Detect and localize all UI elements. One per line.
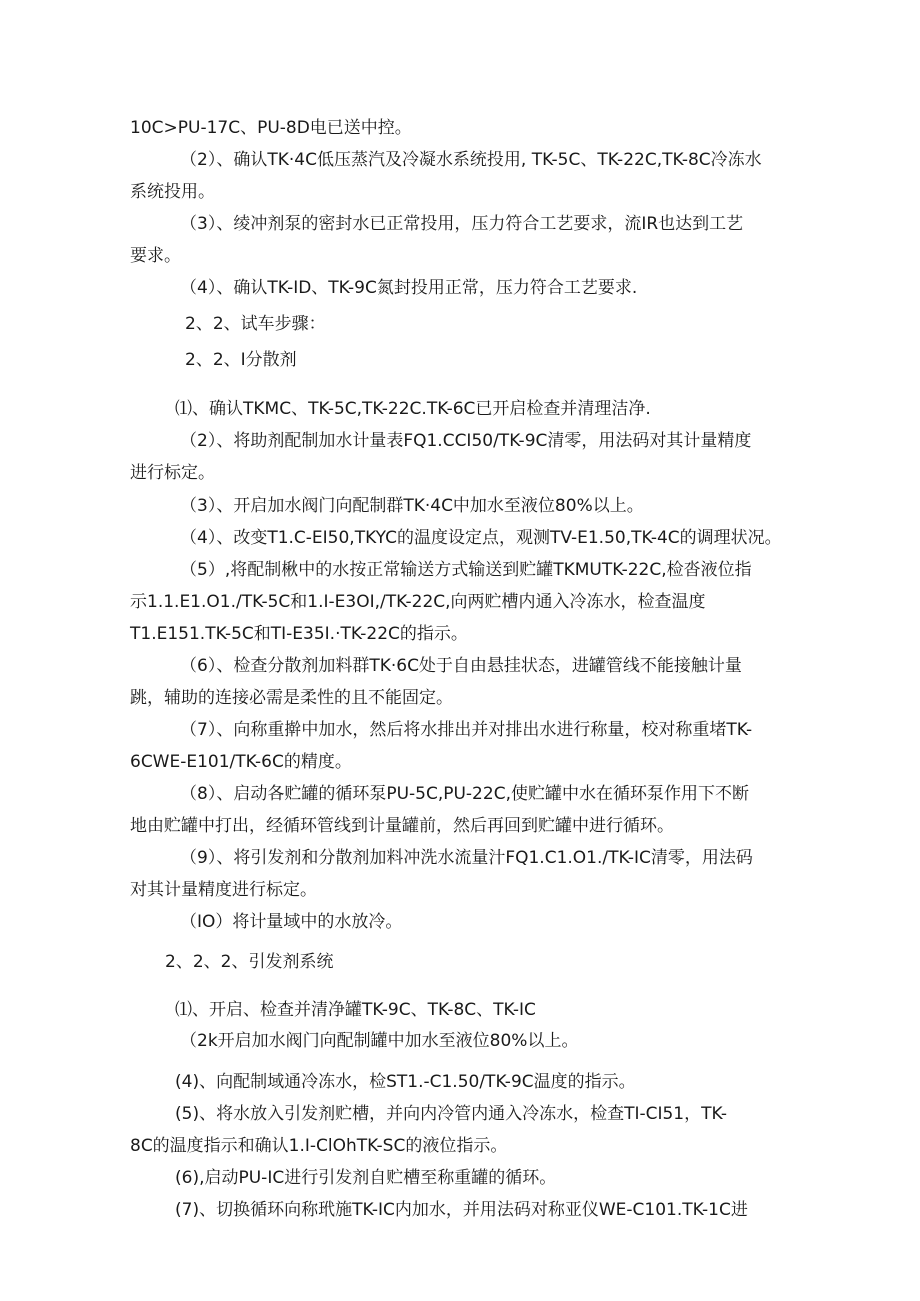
text-line: ⑴、确认TKMC、TK-5C,TK-22C.TK-6C已开启检查并清理洁净.: [175, 399, 651, 419]
text-line: （4）、确认TK-ID、TK-9C氮封投用正常，压力符合工艺要求.: [180, 278, 638, 298]
text-line: ⑴、开启、检查并清净罐TK-9C、TK-8C、TK-IC: [175, 1000, 536, 1020]
text-line: （2）、确认TK·4C低压蒸汽及冷凝水系统投用, TK-5C、TK-22C,TK-8C冷冻水: [180, 150, 762, 170]
text-line: （8）、启动各贮罐的循环泵PU-5C,PU-22C,使贮罐中水在循环泵作用下不断: [180, 784, 749, 804]
section-heading: 2、2、2、引发剂系统: [165, 952, 334, 972]
text-line: 8C的温度指示和确认1.I-ClOhTK-SC的液位指示。: [130, 1136, 508, 1156]
text-line: 6CWE-E101/TK-6C的精度。: [130, 752, 352, 772]
text-line: （3）、绫冲剂泵的密封水已正常投用，压力符合工艺要求，流IR也达到工艺: [180, 214, 744, 234]
text-line: （4）、改变T1.C-EI50,TKYC的温度设定点，观测TV-E1.50,TK-4C的调理状况。: [180, 528, 782, 548]
text-line: 示1.1.E1.O1./TK-5C和1.I-E3OI,/TK-22C,向两贮槽内通入冷冻水，检查温度: [130, 592, 706, 612]
text-line: （6）、检查分散剂加料群TK·6C处于自由悬挂状态，进罐管线不能接触计量: [180, 656, 742, 676]
text-line: (6),启动PU-IC进行引发剂自贮槽至称重罐的循环。: [175, 1168, 557, 1188]
text-line: (7)、切换循环向称玳施TK-IC内加水，并用法码对称亚仪WE-C101.TK-1C进: [175, 1200, 748, 1220]
text-line: 进行标定。: [130, 463, 215, 483]
text-line: 地由贮罐中打出，经循环管线到计量罐前，然后再回到贮罐中进行循环。: [130, 816, 674, 836]
text-line: (5)、将水放入引发剂贮槽，并向内冷管内通入冷冻水，检查TI-CI51，TK-: [175, 1104, 728, 1124]
text-line: 10C>PU-17C、PU-8D电已送中控。: [130, 118, 412, 138]
text-line: （7）、向称重擀中加水，然后将水排出并对排出水进行称量，校对称重堵TK-: [180, 720, 753, 740]
text-line: 系统投用。: [130, 182, 215, 202]
text-line: （2k开启加水阀门向配制罐中加水至液位80%以上。: [180, 1031, 579, 1051]
text-line: （3）、开启加水阀门向配制群TK·4C中加水至液位80%以上。: [180, 496, 644, 516]
text-line: 要求。: [130, 246, 181, 266]
text-line: （9）、将引发剂和分散剂加料冲洗水流量汁FQ1.C1.O1./TK-IC清零，用法码: [180, 848, 753, 868]
text-line: （5）,将配制楸中的水按正常输送方式输送到贮罐TKMUTK-22C,检沓液位指: [180, 560, 752, 580]
section-heading: 2、2、I分散剂: [185, 350, 297, 370]
text-line: (4)、向配制域通冷冻水，检ST1.-C1.50/TK-9C温度的指示。: [175, 1072, 636, 1092]
section-heading: 2、2、试车步骤：: [185, 314, 326, 334]
text-line: 跳，辅助的连接必需是柔性的且不能固定。: [130, 688, 453, 708]
text-line: 对其计量精度进行标定。: [130, 880, 317, 900]
text-line: （2）、将助剂配制加水计量表FQ1.CCI50/TK-9C清零，用法码对其计量精度: [180, 431, 752, 451]
text-line: （IO）将计量域中的水放冷。: [180, 912, 403, 932]
text-line: T1.E151.TK-5C和TI-E35I.·TK-22C的指示。: [130, 624, 468, 644]
